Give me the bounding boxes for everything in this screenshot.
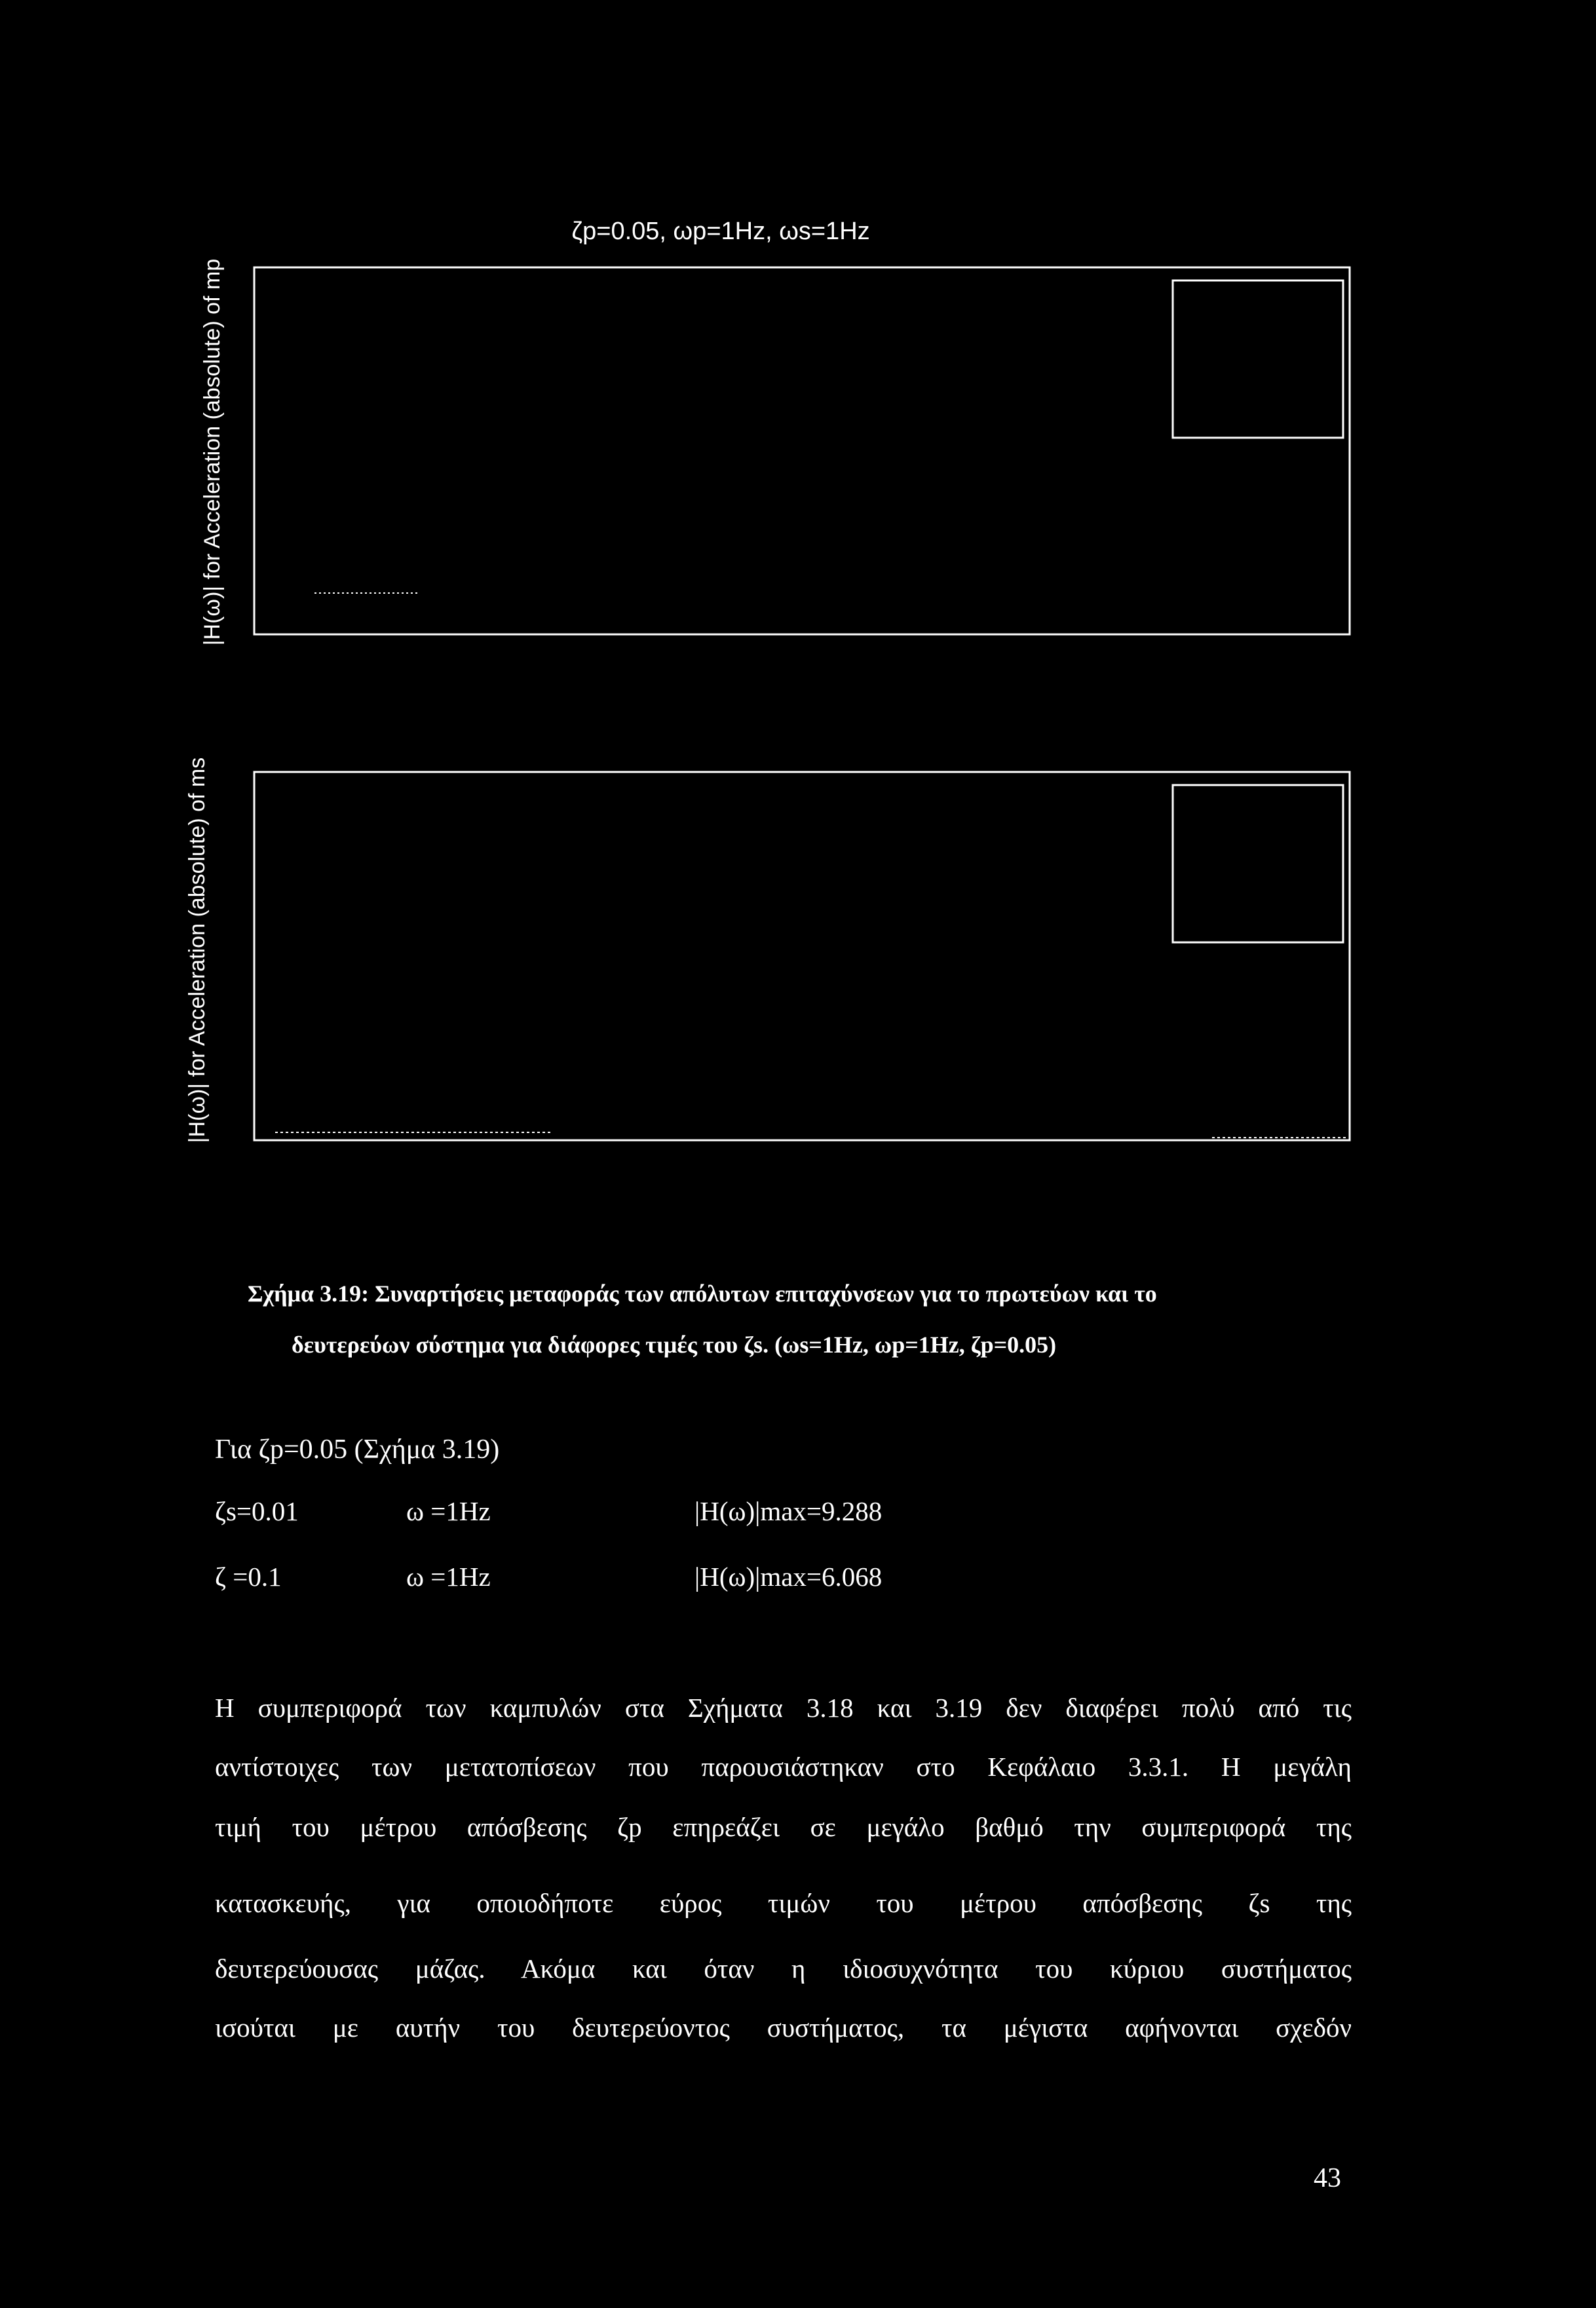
paragraph-line-1: Η συμπεριφορά των καμπυλών στα Σχήματα 3.18 και 3.19 δεν διαφέρει πολύ από τις [215,1693,1352,1723]
case-2-hmax: |H(ω)|max=6.068 [694,1562,883,1592]
case-2-zeta: ζ =0.1 [215,1562,282,1592]
section-intro: Για ζp=0.05 (Σχήμα 3.19) [215,1434,500,1465]
page-number: 43 [1314,2163,1341,2193]
paragraph-line-2: αντίστοιχες των μετατοπίσεων που παρουσιάστηκαν στο Κεφάλαιο 3.3.1. Η μεγάλη [215,1752,1352,1782]
paragraph-line-6: ισούται με αυτήν του δευτερεύοντος συστήματος, τα μέγιστα αφήνονται σχεδόν [215,2012,1352,2043]
case-1-zeta: ζs=0.01 [215,1496,299,1526]
paragraph-line-3: τιμή του μέτρου απόσβεσης ζp επηρεάζει σε μεγάλο βαθμό την συμπεριφορά της [215,1812,1352,1842]
bottom-plot-ylabel: |H(ω)| for Acceleration (absolute) of ms [185,757,210,1144]
paragraph-line-4: κατασκευής, για οποιοδήποτε εύρος τιμών του μέτρου απόσβεσης ζs της [215,1888,1352,1918]
bottom-plot-frame [254,772,1350,1140]
top-plot-legend [1173,280,1343,438]
paragraph-line-5: δευτερεύουσας μάζας. Ακόμα και όταν η ιδιοσυχνότητα του κύριου συστήματος [215,1953,1352,1984]
case-1-omega: ω =1Hz [406,1496,491,1526]
bottom-plot-legend [1173,785,1343,942]
top-plot-frame [254,267,1350,634]
figure-caption-line1: Σχήμα 3.19: Συναρτήσεις μεταφοράς των απόλυτων επιταχύνσεων για το πρωτεύων και το [248,1280,1157,1307]
case-2-omega: ω =1Hz [406,1562,491,1592]
top-plot-title: ζp=0.05, ωp=1Hz, ωs=1Hz [571,218,870,245]
case-1-hmax: |H(ω)|max=9.288 [694,1496,883,1526]
top-plot-ylabel: |H(ω)| for Acceleration (absolute) of mp [200,258,225,646]
figure-caption-line2: δευτερεύων σύστημα για διάφορες τιμές του ζs. (ωs=1Hz, ωp=1Hz, ζp=0.05) [292,1332,1057,1358]
